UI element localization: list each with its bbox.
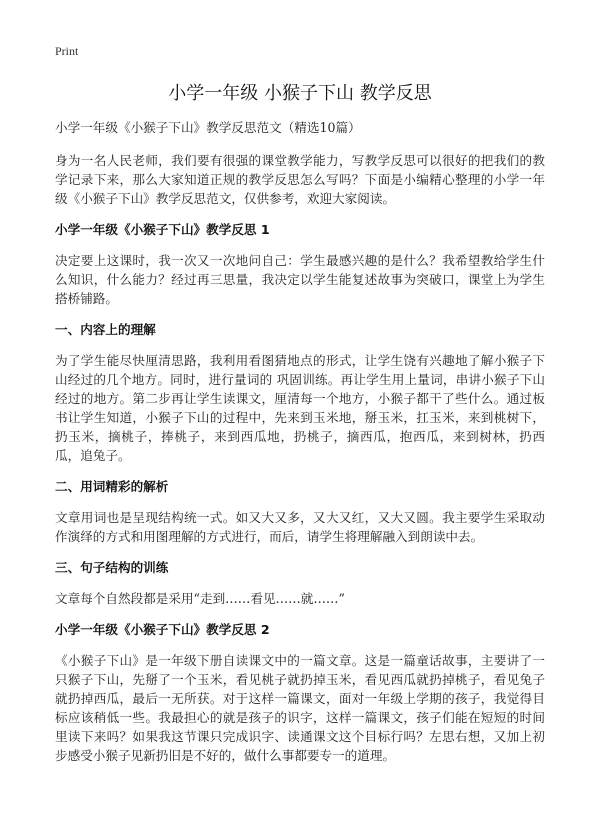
section-2-paragraph: 《小猴子下山》是一年级下册自读课文中的一篇文章。这是一篇童话故事，主要讲了一只猴子下山，先掰了一个玉米，看见桃子就扔掉玉米，看见西瓜就扔掉桃子，看见兔子就扔掉西瓜，最后一无所获。对于这样一篇课文，面对一年级上学期的孩子，我觉得目标应该稍低一些。我最担心的就是孩子的识字，这样一篇课文，孩子们能在短短的时间里读下来吗？如果我这节课只完成识字、读通课文这个目标行吗？左思右想，又加上初步感受小猴子见新扔旧是不好的，做什么事都要专一的道理。: [55, 653, 545, 763]
page-title: 小学一年级 小猴子下山 教学反思: [168, 83, 432, 104]
intro-paragraph: 身为一名人民老师，我们要有很强的课堂教学能力，写教学反思可以很好的把我们的教学记录下来，那么大家知道正规的教学反思怎么写吗？下面是小编精心整理的小学一年级《小猴子下山》教学反思范文，仅供参考，欢迎大家阅读。: [55, 153, 545, 206]
word-analysis-heading: 二、用词精彩的解析: [55, 479, 169, 494]
sentence-training-heading: 三、句子结构的训练: [55, 560, 169, 575]
content-understanding-heading: 一、内容上的理解: [55, 322, 156, 337]
section-1-heading: 小学一年级《小猴子下山》教学反思 1: [55, 222, 270, 237]
article-body: [55, 118, 545, 777]
content-understanding-paragraph: 为了学生能尽快厘清思路，我利用看图猜地点的形式，让学生饶有兴趣地了解小猴子下山经过的几个地方。同时，进行量词的 巩固训练。再让学生用上量词，串讲小猴子下山经过的地方。第二步再让学生读课文，厘清每一个地方，小猴子都干了些什么。通过板书让学生知道，小猴子下山的过程中，先来到玉米地，掰玉米，扛玉米，来到桃树下，扔玉米，摘桃子，捧桃子，来到西瓜地，扔桃子，摘西瓜，抱西瓜，来到树林，扔西瓜，追兔子。: [55, 353, 545, 463]
print-link[interactable]: Print: [55, 44, 79, 58]
section-1-paragraph: 决定要上这课时，我一次又一次地问自己：学生最感兴趣的是什么？我希望教给学生什么知识，什么能力？经过再三思量，我决定以学生能复述故事为突破口，课堂上为学生搭桥铺路。: [55, 253, 545, 306]
section-2-heading: 小学一年级《小猴子下山》教学反思 2: [55, 622, 270, 637]
word-analysis-paragraph: 文章用词也是呈现结构统一式。如又大又多，又大又红，又大又圆。我主要学生采取动作演绎的方式和用图理解的方式进行，而后，请学生将理解融入到朗读中去。: [55, 510, 545, 544]
sentence-training-paragraph: 文章每个自然段都是采用“走到……看见……就……”: [55, 591, 345, 606]
article-subtitle: 小学一年级《小猴子下山》教学反思范文（精选10篇）: [55, 120, 361, 135]
